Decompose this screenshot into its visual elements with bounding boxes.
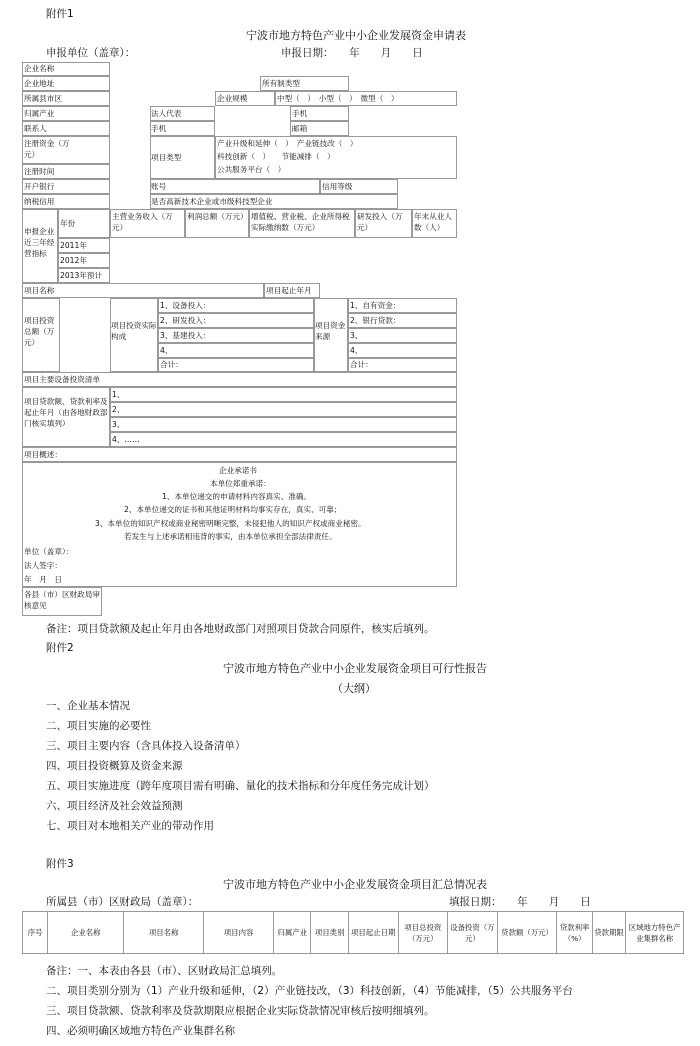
ptype-option-1[interactable]: 产业升级和延伸（ ） 产业链技改（ ） (217, 139, 358, 148)
hitech-label: 是否高新技术企业或市级科技型企业 (151, 197, 273, 206)
annex3-note: 二、项目类别分别为（1）产业升级和延伸，（2）产业链技改，（3）科技创新，（4）节能减排，（5）公共服务平台 (46, 985, 573, 997)
header-company: 企业名称 (48, 912, 124, 954)
year2: 2012年 (60, 256, 87, 265)
legal-rep-label: 法人代表 (151, 109, 182, 118)
header-cluster: 区域地方特色产业集群名称 (626, 912, 684, 954)
invest-structure-label: 项目投资实际构成 (111, 321, 157, 341)
loan3: 3、 (112, 420, 125, 429)
account-label: 账号 (151, 182, 167, 191)
year1: 2011年 (60, 241, 87, 250)
annex2-subtitle: （大纲） (332, 682, 376, 695)
src4: 4、 (350, 346, 363, 355)
outline-item: 四、项目投资概算及资金来源 (46, 760, 183, 772)
annex3-label: 附件3 (46, 858, 74, 870)
bureau-label: 所属县（市）区财政局（盖章）： (46, 896, 199, 908)
header-period: 项目起止日期 (348, 912, 398, 954)
ownership-label: 所有制类型 (262, 79, 300, 88)
year-head: 年份 (60, 219, 76, 228)
ptype-option-2[interactable]: 科技创新（ ） 节能减排（ ） (217, 152, 335, 161)
inv2: 2、研发投入： (160, 316, 211, 325)
src-sum: 合计： (350, 360, 373, 369)
inv4: 4、 (160, 346, 173, 355)
inv-sum: 合计： (160, 360, 183, 369)
pledge-1: 1、本单位递交的申请材料内容真实、准确。 (162, 492, 312, 501)
scale-options[interactable]: 中型（ ） 小型（ ） 微型（ ） (277, 94, 399, 103)
project-name-label: 项目名称 (24, 286, 55, 295)
fill-date: 填报日期： 年 月 日 (449, 896, 591, 908)
fund-source-label: 项目资金来源 (315, 321, 346, 341)
company-addr-label: 企业地址 (24, 79, 55, 88)
loan-info-label: 项目贷款额、贷款利率及起止年月（由各地财政部门核实填列） (24, 397, 108, 428)
bank-label: 开户银行 (24, 182, 55, 191)
loan1-cell (110, 387, 457, 402)
outline-item: 一、企业基本情况 (46, 700, 130, 712)
overview-label: 项目概述： (24, 450, 62, 459)
pledge-title: 企业承诺书 (219, 466, 257, 475)
loan4-cell (110, 432, 457, 447)
inv4-cell (158, 343, 314, 358)
recent-status-label: 申报企业近三年经营指标 (24, 227, 55, 258)
sign-label: 法人签字： (24, 561, 62, 570)
header-total-invest: 项目总投资（万元） (398, 912, 448, 954)
header-equip-invest: 设备投资（万元） (448, 912, 498, 954)
header-rate: 贷款利率（%） (557, 912, 592, 954)
src3: 3、 (350, 331, 363, 340)
contact-label: 联系人 (24, 124, 47, 133)
review-label: 各县（市）区财政局审核意见 (24, 590, 100, 610)
total-invest-label: 项目投资总额（万元） (24, 316, 55, 347)
outline-item: 五、项目实施进度（跨年度项目需有明确、量化的技术指标和分年度任务完成计划） (46, 780, 435, 792)
ptype-option-3[interactable]: 公共服务平台（ ） (217, 165, 286, 174)
seal-label: 单位（盖章）： (24, 547, 74, 556)
summary-header-row (23, 912, 684, 954)
src3-cell (348, 328, 457, 343)
pledge-2: 2、本单位递交的证书和其他证明材料均事实存在，真实、可靠； (124, 505, 342, 514)
annex1-note: 备注：项目贷款额及起止年月由各地财政部门对照项目贷款合同原件，核实后填列。 (46, 623, 435, 635)
pledge-sub: 本单位郑重承诺： (210, 479, 271, 488)
annex1-title: 宁波市地方特色产业中小企业发展资金申请表 (246, 29, 466, 42)
header-content: 项目内容 (204, 912, 274, 954)
project-name-cell (22, 283, 264, 298)
county-label: 所属县市区 (24, 94, 62, 103)
credit-label: 信用等级 (322, 182, 353, 191)
src1: 1、自有资金： (350, 301, 401, 310)
company-name-label: 企业名称 (24, 64, 55, 73)
equip-list-label: 项目主要设备投资清单 (24, 375, 100, 384)
annex3-note: 三、项目贷款额、贷款利率及贷款期限应根据企业实际贷款情况审核后按明细填列。 (46, 1005, 435, 1017)
tax-credit-label: 纳税信用 (24, 197, 55, 206)
revenue-head: 主营业务收入（万元） (112, 212, 173, 232)
loan1: 1、 (112, 390, 125, 399)
mobile2-label: 手机 (151, 124, 167, 133)
src2: 2、银行贷款： (350, 316, 401, 325)
sign-date: 年 月 日 (24, 575, 62, 584)
tax-head: 增值税、营业税、企业所得税实际缴纳数（万元） (251, 212, 350, 232)
annex1-label: 附件1 (46, 8, 74, 20)
postcode-label: 邮箱 (292, 124, 308, 133)
account-cell (150, 179, 320, 194)
outline-item: 六、项目经济及社会效益预测 (46, 800, 183, 812)
rd-head: 研发投入（万元） (357, 212, 403, 232)
applicant-label: 申报单位（盖章）： (46, 47, 136, 59)
outline-item: 三、项目主要内容（含具体投入设备清单） (46, 740, 246, 752)
mobile1-label: 手机 (292, 109, 308, 118)
header-term: 贷款期限 (592, 912, 625, 954)
overview-cell (22, 447, 457, 462)
industry-label: 归属产业 (24, 109, 55, 118)
header-seq: 序号 (23, 912, 48, 954)
staff-head: 年末从业人数（人） (414, 212, 452, 232)
loan2: 2、 (112, 405, 125, 414)
header-loan: 贷款额（万元） (497, 912, 557, 954)
reg-capital-label: 注册资金（万元） (24, 139, 70, 159)
header-category: 项目类别 (311, 912, 348, 954)
inv3: 3、基建投入： (160, 331, 211, 340)
pledge-4: 若发生与上述承诺相违背的事实，由本单位承担全部法律责任。 (124, 532, 337, 541)
annex2-title: 宁波市地方特色产业中小企业发展资金项目可行性报告 (223, 662, 487, 675)
inv1: 1、设备投入： (160, 301, 211, 310)
scale-label: 企业规模 (217, 94, 248, 103)
project-type-label: 项目类型 (151, 153, 182, 162)
header-project: 项目名称 (124, 912, 204, 954)
loan4: 4、…… (112, 435, 140, 444)
header-industry: 归属产业 (274, 912, 311, 954)
project-period-label: 项目起止年月 (266, 286, 312, 295)
apply-date: 申报日期： 年 月 日 (281, 47, 423, 59)
profit-head: 利润总额（万元） (187, 212, 248, 221)
pledge-3: 3、本单位的知识产权或商业秘密明晰完整，未侵犯他人的知识产权或商业秘密。 (95, 519, 366, 528)
outline-item: 二、项目实施的必要性 (46, 720, 151, 732)
annex3-note: 四、必须明确区域地方特色产业集群名称 (46, 1025, 235, 1037)
loan3-cell (110, 417, 457, 432)
annex3-title: 宁波市地方特色产业中小企业发展资金项目汇总情况表 (223, 878, 487, 891)
year3: 2013年预计 (60, 271, 103, 280)
annex2-label: 附件2 (46, 642, 74, 654)
summary-table (22, 911, 684, 954)
loan2-cell (110, 402, 457, 417)
reg-time-label: 注册时间 (24, 167, 55, 176)
outline-item: 七、项目对本地相关产业的带动作用 (46, 820, 214, 832)
src4-cell (348, 343, 457, 358)
annex3-note: 备注：一、本表由各县（市）、区财政局汇总填列。 (46, 965, 283, 977)
